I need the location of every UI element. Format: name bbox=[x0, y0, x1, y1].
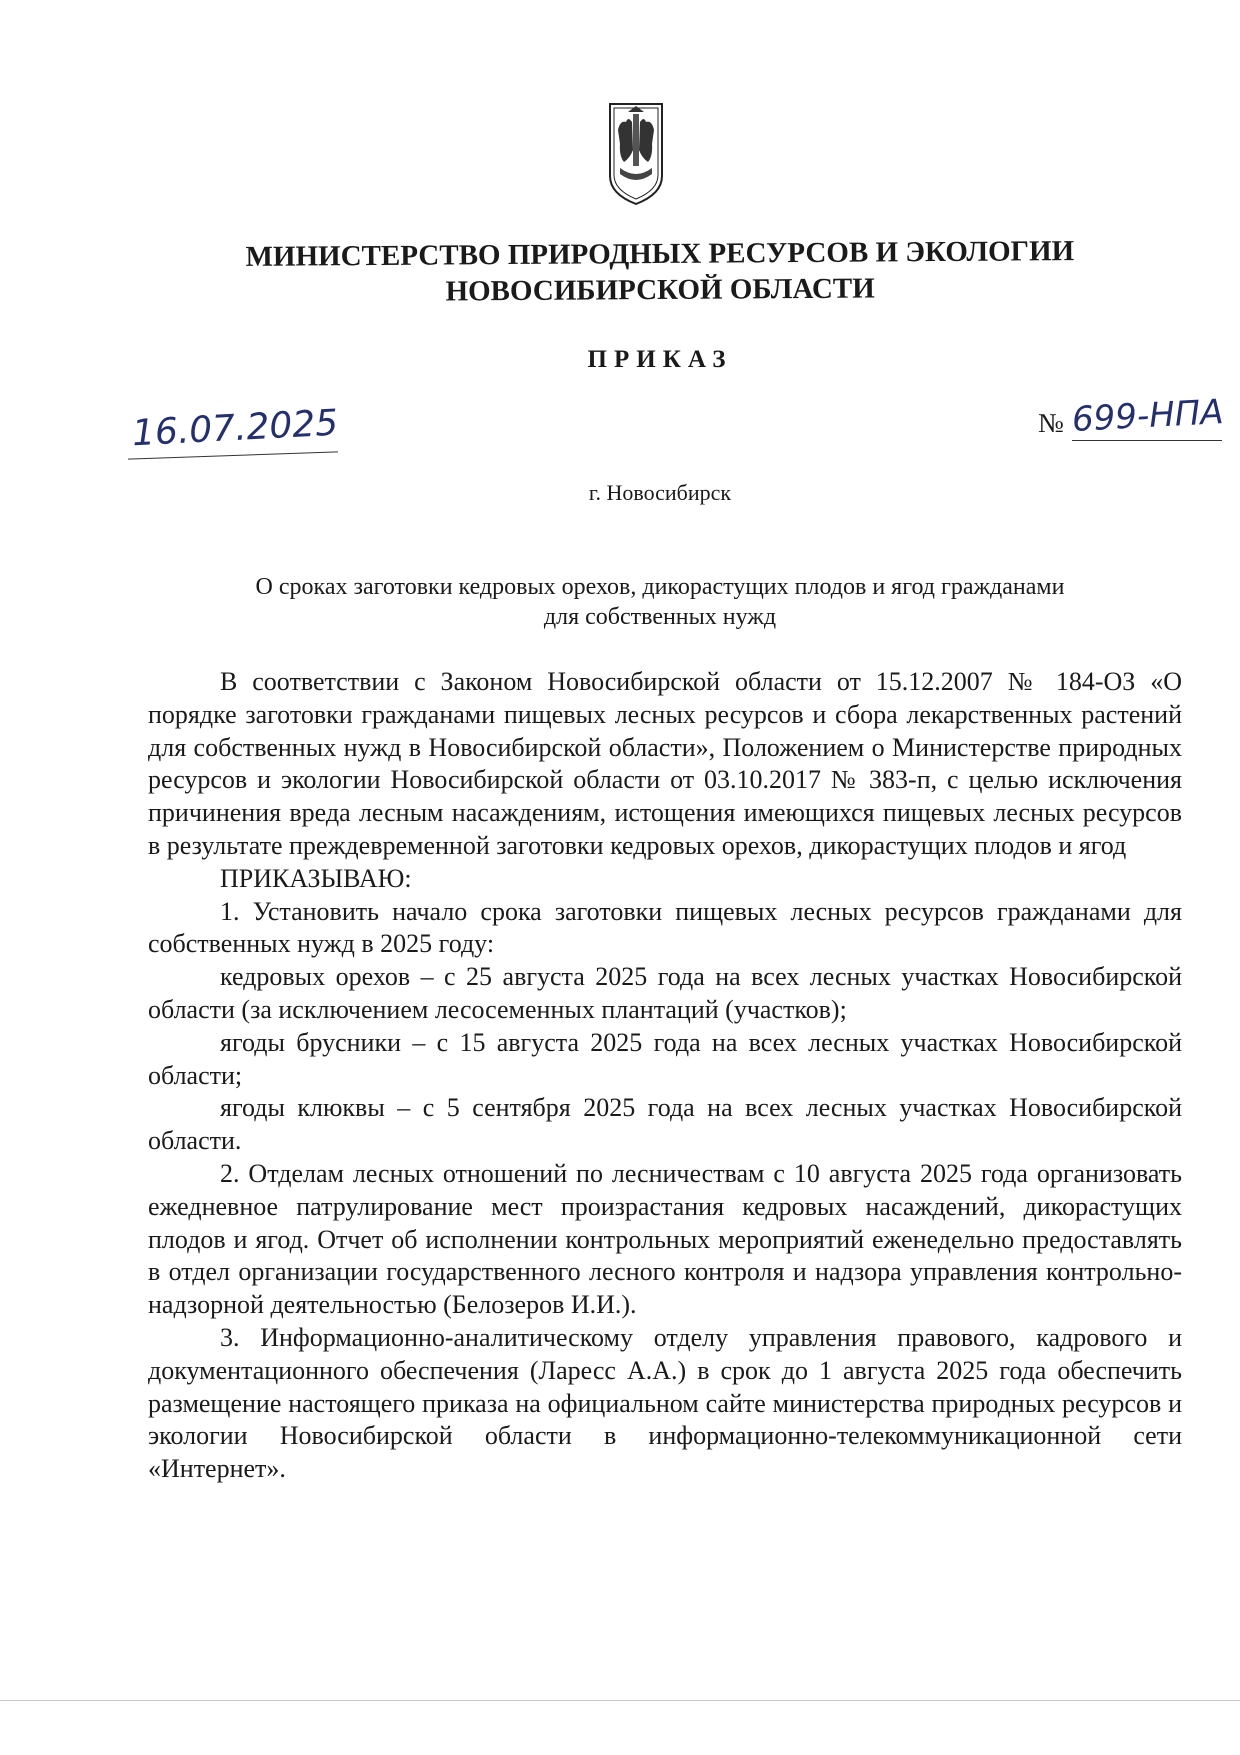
order-subject bbox=[150, 572, 1170, 632]
item-2: 2. Отделам лесных отношений по лесничествам с 10 августа 2025 года организовать ежедневное патрулирование мест произрастания кедровых насаждений, дикорастущих плодов и ягод. Отчет об исполнении контрольных мероприятий еженедельно предоставлять в отдел организации государственного лесного контроля и надзора управления контрольно-надзорной деятельностью (Белозеров И.И.). bbox=[148, 1158, 1182, 1320]
order-body bbox=[148, 666, 1182, 1486]
preamble-paragraph: В соответствии с Законом Новосибирской области от 15.12.2007 № 184-ОЗ «О порядке заготовки гражданами пищевых лесных ресурсов и сбора лекарственных растений для собственных нужд в Новосибирской области», Положением о Министерстве природных ресурсов и экологии Новосибирской области от 03.10.2017 № 383-п, с целью исключения причинения вреда лесным насаждениям, истощения имеющихся пищевых лесных ресурсов в результате преждевременной заготовки кедровых орехов, дикорастущих плодов и ягод bbox=[148, 667, 1182, 860]
ministry-line-2: НОВОСИБИРСКОЙ ОБЛАСТИ bbox=[445, 272, 875, 308]
item-1-lingonberry: ягоды брусники – с 15 августа 2025 года на всех лесных участках Новосибирской области; bbox=[148, 1027, 1182, 1090]
subject-line-2: для собственных нужд bbox=[543, 604, 777, 630]
order-word: ПРИКАЗЫВАЮ: bbox=[220, 863, 412, 893]
number-label: № bbox=[1038, 408, 1064, 438]
handwritten-date: 16.07.2025 bbox=[131, 402, 340, 455]
item-1: 1. Установить начало срока заготовки пищевых лесных ресурсов гражданами для собственных нужд в 2025 году: bbox=[148, 896, 1182, 959]
item-3: 3. Информационно-аналитическому отделу управления правового, кадрового и документационного обеспечения (Ларесс А.А.) в срок до 1 августа 2025 года обеспечить размещение настоящего приказа на официальном сайте министерства природных ресурсов и экологии Новосибирской области в информационно-телекоммуникационной сети «Интернет». bbox=[148, 1322, 1182, 1484]
handwritten-number: 699-НПА bbox=[1071, 392, 1225, 440]
item-1-cranberry: ягоды клюквы – с 5 сентября 2025 года на всех лесных участках Новосибирской области. bbox=[148, 1093, 1182, 1156]
coat-of-arms-icon bbox=[606, 100, 666, 208]
city: г. Новосибирск bbox=[588, 480, 732, 505]
ministry-line-1: МИНИСТЕРСТВО ПРИРОДНЫХ РЕСУРСОВ И ЭКОЛОГИИ bbox=[245, 235, 1075, 273]
scan-edge-line bbox=[0, 1700, 1240, 1701]
ministry-name bbox=[150, 232, 1170, 311]
subject-line-1: О сроках заготовки кедровых орехов, дикорастущих плодов и ягод гражданами bbox=[255, 574, 1065, 600]
number-underline bbox=[1072, 440, 1222, 441]
item-1-cedar: кедровых орехов – с 25 августа 2025 года на всех лесных участках Новосибирской области (за исключением лесосеменных плантаций (участков); bbox=[148, 962, 1182, 1024]
document-type: ПРИКАЗ bbox=[587, 346, 733, 373]
